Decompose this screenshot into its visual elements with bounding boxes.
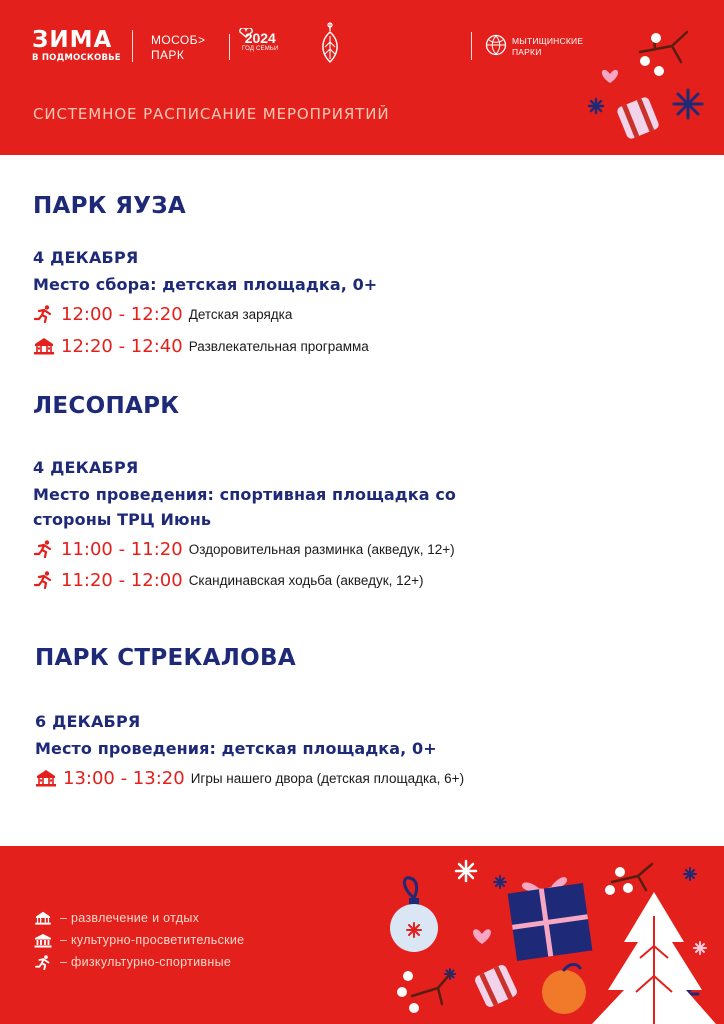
ornament-leaf-icon bbox=[318, 22, 342, 64]
header-banner bbox=[0, 0, 724, 155]
park-title: ПАРК ЯУЗА bbox=[33, 193, 186, 219]
header-decoration bbox=[574, 30, 724, 155]
branch-icon bbox=[412, 974, 450, 1004]
event-row bbox=[33, 537, 455, 561]
mosobpark-logo-line1: МОСОБ> bbox=[151, 33, 206, 47]
event-description: Детская зарядка bbox=[188, 306, 293, 322]
header-divider bbox=[471, 32, 472, 60]
gift-box-icon bbox=[473, 963, 518, 1008]
mytishchi-parks-logo-line1: МЫТИЩИНСКИЕ bbox=[512, 36, 584, 46]
event-description: Оздоровительная разминка (акведук, 12+) bbox=[188, 541, 455, 557]
museum-icon bbox=[33, 932, 53, 948]
carousel-icon bbox=[35, 768, 57, 788]
mytishchi-parks-logo-line2: ПАРКИ bbox=[512, 47, 542, 57]
running-icon bbox=[33, 539, 55, 559]
legend-item bbox=[33, 929, 244, 951]
event-description: Скандинавская ходьба (акведук, 12+) bbox=[188, 572, 424, 588]
event-date: 4 ДЕКАБРЯ bbox=[33, 458, 139, 477]
legend-item bbox=[33, 951, 244, 973]
event-time: 11:20 - 12:00 bbox=[61, 569, 183, 591]
footer-banner bbox=[0, 846, 724, 1024]
berry-icon bbox=[651, 33, 661, 43]
event-description: Игры нашего двора (детская площадка, 6+) bbox=[190, 770, 465, 786]
snowflake-icon bbox=[456, 861, 476, 881]
year-of-family-logo bbox=[242, 30, 279, 52]
event-time: 12:00 - 12:20 bbox=[61, 303, 183, 325]
zima-logo-subtitle: В ПОДМОСКОВЬЕ bbox=[32, 53, 121, 63]
page-title: СИСТЕМНОЕ РАСПИСАНИЕ МЕРОПРИЯТИЙ bbox=[33, 105, 390, 123]
event-place: Место сбора: детская площадка, 0+ bbox=[33, 275, 378, 294]
snowflake-icon bbox=[674, 90, 702, 118]
event-row bbox=[33, 568, 424, 592]
snowflake-icon bbox=[694, 942, 706, 954]
event-row bbox=[33, 334, 369, 358]
event-description: Развлекательная программа bbox=[188, 338, 369, 354]
berry-icon bbox=[640, 56, 650, 66]
berry-icon bbox=[623, 883, 633, 893]
event-time: 11:00 - 11:20 bbox=[61, 538, 183, 560]
legend-label: – развлечение и отдых bbox=[60, 911, 200, 925]
berry-icon bbox=[605, 885, 615, 895]
berry-icon bbox=[397, 987, 407, 997]
header-divider bbox=[132, 30, 133, 62]
year-of-family-caption: ГОД СЕМЬИ bbox=[242, 46, 279, 52]
header-divider bbox=[229, 34, 230, 60]
event-time: 13:00 - 13:20 bbox=[63, 767, 185, 789]
legend bbox=[33, 907, 244, 973]
berry-icon bbox=[615, 867, 625, 877]
zima-logo-title: ЗИМА bbox=[32, 27, 113, 53]
heart-icon bbox=[473, 929, 491, 944]
event-time: 12:20 - 12:40 bbox=[61, 335, 183, 357]
running-icon bbox=[33, 954, 53, 970]
heart-icon bbox=[238, 28, 254, 38]
snowflake-icon bbox=[684, 868, 696, 880]
event-row bbox=[33, 302, 292, 326]
park-title: ПАРК СТРЕКАЛОВА bbox=[35, 645, 296, 671]
berry-icon bbox=[654, 66, 664, 76]
bauble-icon bbox=[390, 878, 438, 952]
event-date: 6 ДЕКАБРЯ bbox=[35, 712, 141, 731]
footer-decoration bbox=[384, 846, 724, 1024]
event-place: Место проведения: детская площадка, 0+ bbox=[35, 739, 437, 758]
park-title: ЛЕСОПАРК bbox=[33, 393, 180, 419]
gift-box-icon bbox=[507, 877, 593, 961]
mytishchi-parks-logo bbox=[512, 36, 583, 58]
berry-icon bbox=[403, 971, 413, 981]
event-date: 4 ДЕКАБРЯ bbox=[33, 248, 139, 267]
mosobpark-logo-line2: ПАРК bbox=[151, 48, 185, 62]
snowflake-icon bbox=[589, 99, 603, 113]
legend-label: – физкультурно-спортивные bbox=[60, 955, 232, 969]
mytishchi-parks-globe-icon bbox=[485, 34, 507, 56]
snowflake-icon bbox=[494, 876, 506, 888]
carousel-icon bbox=[33, 910, 53, 926]
running-icon bbox=[33, 570, 55, 590]
event-place: Место проведения: спортивная площадка со стороны ТРЦ Июнь bbox=[33, 485, 457, 529]
carousel-icon bbox=[33, 336, 55, 356]
heart-icon bbox=[602, 70, 618, 83]
event-row bbox=[35, 766, 464, 790]
zima-logo bbox=[32, 28, 121, 63]
legend-label: – культурно-просветительские bbox=[60, 933, 245, 947]
running-icon bbox=[33, 304, 55, 324]
berry-icon bbox=[409, 1003, 419, 1013]
year-of-family-number: 2024 bbox=[244, 30, 276, 46]
legend-item bbox=[33, 907, 244, 929]
mosobpark-logo bbox=[151, 33, 205, 63]
orange-icon bbox=[542, 970, 586, 1014]
gift-box-icon bbox=[616, 96, 660, 140]
